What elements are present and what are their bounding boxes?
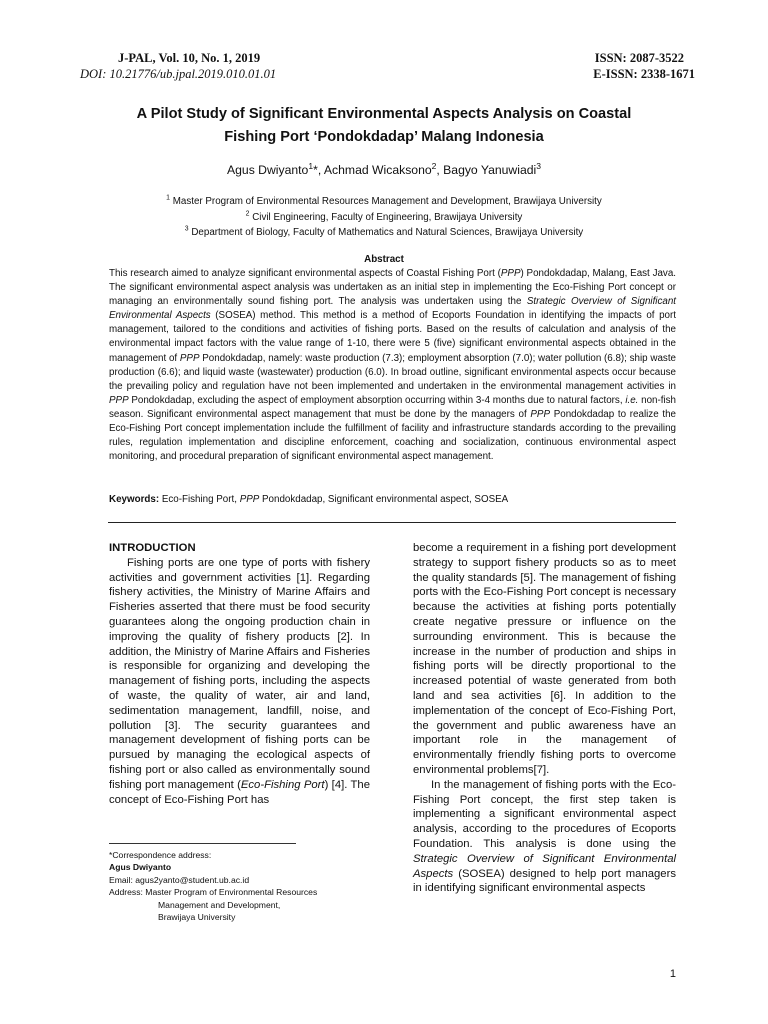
left-column xyxy=(109,541,370,807)
footnote-rule xyxy=(109,843,296,844)
affiliations xyxy=(90,194,678,241)
author-affil-mark: 1 xyxy=(308,160,314,171)
keywords-label: Keywords: xyxy=(109,494,160,505)
sosea-term: Strategic Overview of Significant Environmental Aspects xyxy=(413,852,676,880)
affil-mark: 3 xyxy=(184,225,189,233)
keywords-text: Eco-Fishing Port, xyxy=(159,494,240,505)
right-column xyxy=(413,541,676,896)
affil-mark: 2 xyxy=(245,210,250,218)
sosea-term: Strategic Overview of Significant Environmental Aspects xyxy=(109,296,676,322)
abbr-ppp: PPP xyxy=(179,352,200,364)
abbr-ppp: PPP xyxy=(500,268,521,279)
journal-citation: J-PAL, Vol. 10, No. 1, 2019 xyxy=(118,51,261,65)
abbr-ppp: PPP xyxy=(109,394,129,406)
body-text: Fishing ports are one type of ports with fishery activities and government activities [1]. Regarding fishery activities, the Ministry of Marine Affairs and Fisheries asserted that there must be food security guarantees along the ongoing production chain in improving the quality of fishery products [2]. In addition, the Ministry of Marine Affairs and Fisheries is responsible for organizing and developing the management of fishing ports, including the aspects of waste, the quality of water, air and land, sedimentation management, landfill, noise, and pollution [3]. The security guarantees and management development of fishing ports can be pursued by managing the ecological aspects of fishing port or also called as environmentally sound fishing port management ( xyxy=(109,556,370,791)
abstract-text: Pondokdadap, excluding the aspect of employment absorption occurring within 3-4 months due to natural factors, xyxy=(128,394,626,406)
italic-term: Eco-Fishing Port xyxy=(240,778,325,791)
footnote-address: Management and Development, xyxy=(158,899,281,910)
title-line-1: A Pilot Study of Significant Environmental Aspects Analysis on Coastal xyxy=(136,106,632,122)
abbr-ppp: PPP xyxy=(530,408,550,420)
affiliation-1 xyxy=(90,194,678,210)
affiliation-3 xyxy=(90,225,678,241)
abbr-ppp: PPP xyxy=(239,494,260,505)
author-name: Bagyo Yanuwiadi xyxy=(443,163,537,177)
footnote-address: Address: Master Program of Environmental Resources xyxy=(109,887,318,898)
corresponding-mark: * xyxy=(313,163,318,177)
intro-paragraph-2 xyxy=(413,778,676,896)
author-name: Agus Dwiyanto xyxy=(227,163,309,177)
paper-title xyxy=(90,103,678,149)
affiliation-2 xyxy=(90,210,678,226)
affil-mark: 1 xyxy=(166,194,170,202)
keywords xyxy=(109,493,676,507)
author-list: Agus Dwiyanto$^1$*, Achmad Wicaksono$^2$, Bagyo Yanuwiadi$^3$ xyxy=(227,160,541,177)
abstract-heading: Abstract xyxy=(364,254,404,265)
abstract-text: Pondokdadap, namely: waste production (7.3); employment absorption (7.0); water pollution (6.8); ship waste production (6.6); and liquid waste (wastewater) production (6.0). In broad outline, significant environmental aspects occur because the prevailing policy and regulation have not been implemented and undertaken in the environmental management activities in xyxy=(109,352,676,392)
title-line-2: Fishing Port ‘Pondokdadap’ Malang Indonesia xyxy=(224,129,544,145)
affil-text: Department of Biology, Faculty of Mathematics and Natural Sciences, Brawijaya University xyxy=(191,227,584,238)
issn: ISSN: 2087-3522 xyxy=(594,51,684,65)
abbr-ie: i.e. xyxy=(625,394,639,406)
section-heading-introduction: INTRODUCTION xyxy=(109,542,196,554)
body-text: In the management of fishing ports with the Eco-Fishing Port concept, the first step taken is implementing a significant environmental aspect analysis, according to the procedures of Ecoports Foundation. This analysis is done using the xyxy=(413,778,676,850)
footnote-author-name: Agus Dwiyanto xyxy=(109,862,172,873)
body-text: ) [4]. The concept of Eco-Fishing Port has xyxy=(109,778,370,806)
footnote-label: *Correspondence address: xyxy=(109,850,212,860)
affil-text: Civil Engineering, Faculty of Engineering, Brawijaya University xyxy=(252,211,523,223)
correspondence-footnote xyxy=(109,849,389,923)
footnote-email[interactable]: Email: agus2yanto@student.ub.ac.id xyxy=(109,874,250,885)
abstract-text: non-fish season. Significant environmental aspect management that must be done by the managers of xyxy=(109,394,677,420)
intro-paragraph-1 xyxy=(109,556,370,808)
author-affil-mark: 2 xyxy=(431,160,437,171)
abstract-text: ) Pondokdadap, Malang, East Java. The significant environmental aspect analysis was undertaken as an initial step in implementing the Eco-Fishing Port concept or managing an environmentally sound fishing port. The analysis was undertaken using the xyxy=(109,268,676,308)
footnote-address: Brawijaya University xyxy=(158,912,236,923)
page-number: 1 xyxy=(669,968,676,980)
keywords-text: Pondokdadap, Significant environmental aspect, SOSEA xyxy=(259,494,509,505)
author-name: Achmad Wicaksono xyxy=(323,163,432,177)
section-divider xyxy=(108,522,676,523)
abstract-text: This research aimed to analyze significant environmental aspects of Coastal Fishing Port ( xyxy=(109,268,501,279)
eissn: E-ISSN: 2338-1671 xyxy=(593,67,695,81)
author-affil-mark: 3 xyxy=(536,160,541,171)
intro-paragraph-1-continued: become a requirement in a fishing port development strategy to support fishery products so as to meet the quality standards [5]. The management of fishing ports with the Eco-Fishing Port concept is necessary because the activities at fishing ports potentially create negative pressure or influence on the surrounding environment. This is because the increase in the number of production and ships in fishing ports will be directly proportional to the increased potential of waste generated from both land and sea activities [6]. In addition to the implementation of the concept of Eco-Fishing Port, the government and public awareness have an important role in the management of environmentally friendly fishing ports to overcome environmental problems[7]. xyxy=(413,542,676,776)
body-text: (SOSEA) designed to help port managers in identifying significant environmental aspects xyxy=(413,867,676,895)
doi-link[interactable]: DOI: 10.21776/ub.jpal.2019.010.01.01 xyxy=(80,67,277,81)
abstract-text: Pondokdadap to realize the Eco-Fishing Port concept implementation include the fulfillment of facility and infrastructure standards according to the prevailing rules, regulation implementation and discipline enforcement, coaching and socialization, continuous environmental aspect monitoring, and procedural preparation of significant environmental aspect management. xyxy=(109,408,676,463)
affil-text: Master Program of Environmental Resources Management and Development, Brawijaya University xyxy=(172,196,602,207)
footnote-author xyxy=(109,861,389,873)
abstract-text: (SOSEA) method. This method is a method of Ecoports Foundation in identifying the impacts of port management, tailored to the conditions and activities of fishing ports. Based on the results of calculation and analysis of the environmental impact factors with the value range of 1-10, there were 5 (five) significant environmental aspects obtained in the management of xyxy=(109,310,676,364)
abstract-body xyxy=(109,267,676,464)
